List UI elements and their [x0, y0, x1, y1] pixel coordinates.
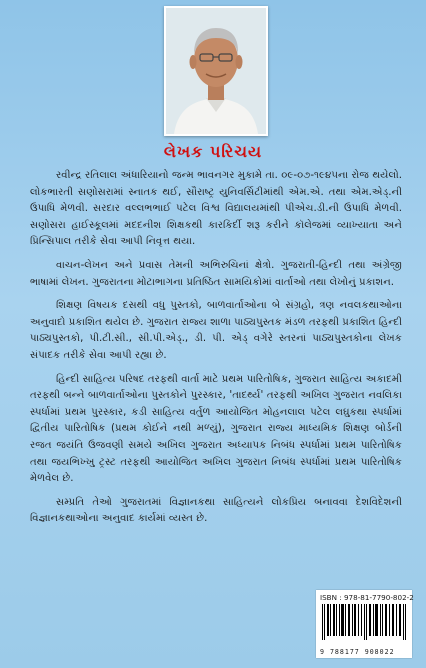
- barcode-digits: 9 788177 908022: [320, 648, 395, 656]
- section-heading: લેખક પરિચય: [163, 142, 263, 161]
- bio-paragraph-current-work: સમ્પ્રતિ તેઓ ગુજરાતમાં વિજ્ઞાનકથા સાહિત્યને લોકપ્રિય બનાવવા દેશવિદેશની વિજ્ઞાનકથાઓના અનુવાદ કાર્યમાં વ્યસ્ત છે.: [30, 496, 402, 525]
- author-portrait-illustration: [166, 8, 266, 134]
- bio-paragraph-birth-education: રવીન્દ્ર રતિલાલ અંધારિયાનો જન્મ ભાવનગર મુકામે તા. ૦૯-૦૭-૧૯૪૫ના રોજ થયેલો. લોકભારતી સણોસરામાં સ્નાતક થઈ, સૌરાષ્ટ્ર યુનિવર્સિટીમાંથી એમ.એ. તથા એમ.એડ્.ની ઉપાધિ મેળવી. સરદાર વલ્લભભાઈ પટેલ વિશ્વ વિદ્યાલયમાંથી પીએચ.ડી.ની ઉપાધિ મેળવી. સણોસરા હાઈસ્કૂલમાં મદદનીશ શિક્ષકથી કારકિર્દી શરૂ કરીને કૉલેજમાં વ્યાખ્યાતા અને પ્રિન્સિપાલ તરીકે સેવા આપી નિવૃત્ત થયા.: [30, 170, 402, 248]
- barcode-icon: [322, 604, 408, 640]
- author-photo: [164, 6, 268, 136]
- bio-paragraph-interests: વાચન-લેખન અને પ્રવાસ તેમની અભિરુચિનાં ક્ષેત્રો. ગુજરાતી-હિન્દી તથા અંગ્રેજી ભાષામાં લેખન. ગુજરાતના મોટાભાગના પ્રતિષ્ઠિત સામયિકોમાં વાર્તાઓ તથા લેખોનું પ્રકાશન.: [30, 259, 402, 288]
- isbn-barcode-box: [316, 590, 412, 658]
- isbn-label: ISBN : 978-81-7790-802-2: [320, 593, 414, 602]
- bio-paragraph-awards: હિન્દી સાહિત્ય પરિષદ તરફથી વાર્તા માટે પ્રથમ પારિતોષિક, ગુજરાત સાહિત્ય અકાદમી તરફથી બન્ને બાળવાર્તાઓના પુસ્તકોને પુરસ્કાર, 'તાદર્થ્ય' તરફથી અખિલ ગુજરાત નવલિકા સ્પર્ધામાં પ્રથમ પુરસ્કાર, કડી સાહિત્ય વર્તુળ આયોજિત મોહનલાલ પટેલ લઘુકથા સ્પર્ધામાં દ્વિતીય પારિતોષિક (પ્રથમ કોઈને નથી મળ્યું), ગુજરાત રાજ્ય માધ્યમિક શિક્ષણ બોર્ડની રજત જયંતિ ઉજવણી સમયે અખિલ ગુજરાત અધ્યાપક નિબંધ સ્પર્ધામાં પ્રથમ પારિતોષિક તથા જયભિખ્ખુ ટ્રસ્ટ તરફથી આયોજિત અખિલ ગુજરાત નિબંધ સ્પર્ધામાં પ્રથમ પારિતોષિક મેળવેલ છે.: [30, 373, 402, 485]
- bio-paragraph-publications: શિક્ષણ વિષયક દસથી વધુ પુસ્તકો, બાળવાર્તાઓના બે સંગ્રહો, ત્રણ નવલકથાઓના અનુવાદો પ્રકાશિત થયેલ છે. ગુજરાત રાજ્ય શાળા પાઠ્યપુસ્તક મંડળ તરફથી પ્રકાશિત હિન્દી પાઠ્યપુસ્તકો, પી.ટી.સી., સી.પી.એડ્., ડી. પી. એડ્ વગેરે સ્તરનાં પાઠ્યપુસ્તકોના લેખક સંપાદક તરીકે સેવા આપી રહ્યા છે.: [30, 300, 402, 361]
- author-bio: [30, 168, 402, 535]
